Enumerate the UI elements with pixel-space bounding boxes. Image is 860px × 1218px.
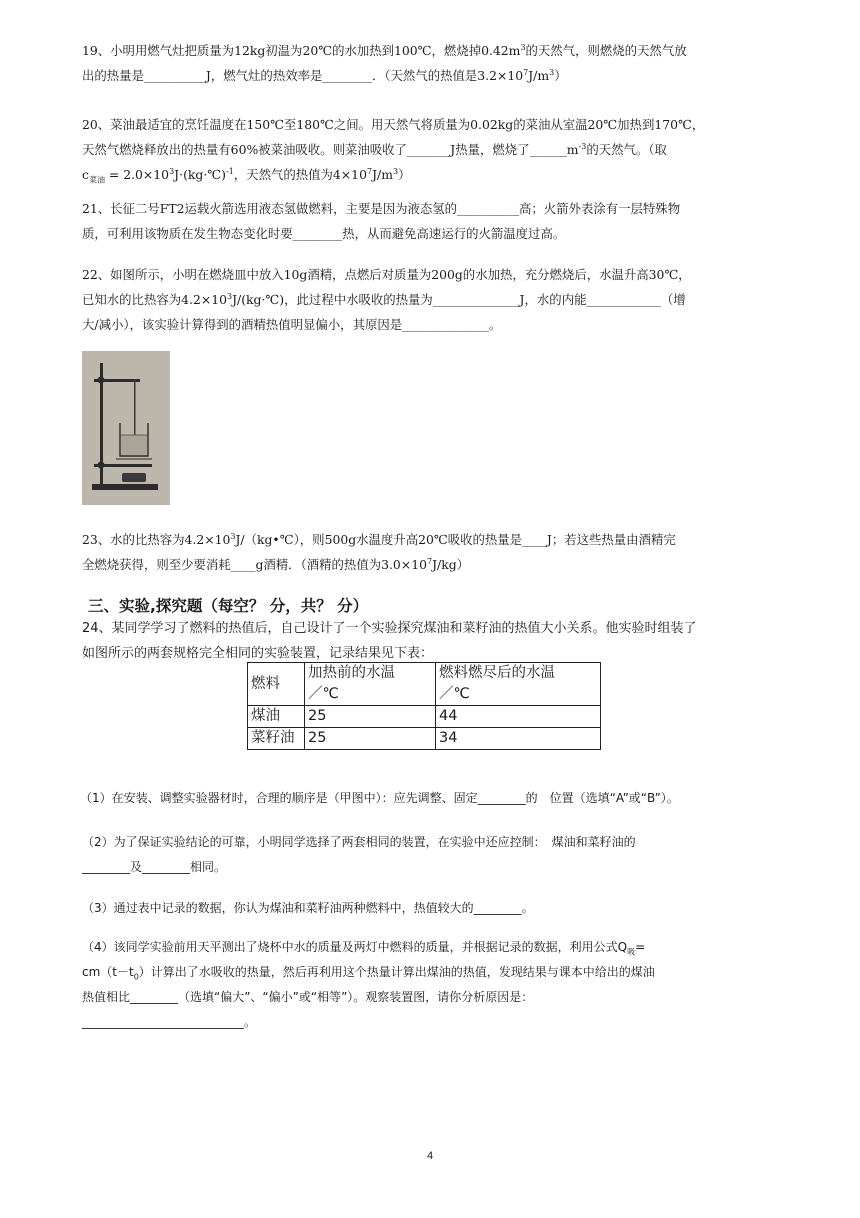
q24-line-2: 如图所示的两套规格完全相同的实验装置，记录结果见下表： — [82, 646, 434, 661]
page-number: 4 — [426, 1150, 434, 1162]
q21-line-1: 21、长征二号FT2运载火箭选用液态氢做燃料，主要是因为液态氢的__________高；火箭外表涂有一层特殊物 — [82, 201, 681, 216]
table-cell-after: 44 — [436, 706, 601, 728]
q24-part-3: （3）通过表中记录的数据，你认为煤油和菜籽油两种燃料中，热值较大的________。 — [82, 901, 534, 915]
q20-line-1: 20、菜油最适宜的烹饪温度在150℃至180℃之间。用天然气将质量为0.02kg的菜油从室温20℃加热到170℃， — [82, 117, 705, 132]
question-22 — [82, 262, 772, 337]
question-23 — [82, 527, 772, 577]
q24-part-2: （2）为了保证实验结论的可靠，小明同学选择了两套相同的装置，在实验中还应控制： 煤油和菜籽油的 ________及________相同。 — [82, 835, 636, 874]
q23-line-2: 全燃烧获得，则至少要消耗____g酒精．（酒精的热值为$3.0\times 10^7J/kg$） — [82, 556, 470, 572]
table-cell-before: 25 — [305, 706, 436, 728]
table-header-fuel: 燃料 — [248, 663, 305, 706]
table-header-row — [248, 663, 601, 706]
q19-line-2: 出的热量是__________J，燃气灶的热效率是________．（天然气的热值是$3.2\times 10^7J/m^3$） — [82, 67, 567, 83]
q21-line-2: 质，可利用该物质在发生物态变化时要________热，从而避免高速运行的火箭温度过高。 — [82, 226, 566, 241]
q24-line-1: 24、某同学学习了燃料的热值后，自己设计了一个实验探究煤油和菜籽油的热值大小关系。他实验时组装了 — [82, 621, 697, 636]
table-cell-fuel: 菜籽油 — [248, 728, 305, 750]
alcohol-burner-apparatus-icon — [82, 351, 170, 505]
table-row — [248, 728, 601, 750]
table-cell-fuel: 煤油 — [248, 706, 305, 728]
q24-part-1: （1）在安装、调整实验器材时，合理的顺序是（甲图中）：应先调整、固定________的 位置（选填“A”或“B”）。 — [80, 791, 679, 805]
question-21 — [82, 196, 772, 246]
q20-line-2: 天然气燃烧释放出的热量有60%被菜油吸收。则菜油吸收了_______J热量，燃烧了$\_\_\_\_\_\_m^{-3}$的天然气。（取 — [82, 141, 667, 157]
table-row — [248, 706, 601, 728]
q20-line-3: $c_{菜油}$ = $2.0\times 10^3J\cdot(kg\cdot℃)^{-1}$，天然气的热值为$4\times 10^7J/m^3$） — [82, 166, 411, 185]
question-24-intro — [82, 616, 772, 666]
table-header-after: 燃料燃尽后的水温 ／℃ — [436, 663, 601, 706]
table-cell-before: 25 — [305, 728, 436, 750]
question-19 — [82, 38, 772, 88]
table-cell-after: 34 — [436, 728, 601, 750]
q23-line-1: 23、水的比热容为$4.2\times 10^3J/(kg•℃)$，则500g水温度升高20℃吸收的热量是____J；若这些热量由酒精完 — [82, 531, 676, 547]
q22-line-3: 大/减小），该实验计算得到的酒精热值明显偏小，其原因是______________。 — [82, 317, 502, 332]
q22-line-2: 已知水的比热容为$4.2\times 10^3J/(kg\cdot℃)$，此过程中水吸收的热量为______________J，水的内能____________（增 — [82, 291, 686, 307]
q24-part-4: （4）该同学实验前用天平测出了烧杯中水的质量及两灯中燃料的质量，并根据记录的数据，利用公式$Q_吸=$ $cm(t-t_0)$计算出了水吸收的热量，然后再利用这个热量计算出煤油的热值，发现结果与课本中给出的煤油 热值相比________（选填“偏大”、“偏小”或“相等”）。观察装置图，请你分析原因是： ___________________________。 — [82, 940, 655, 1029]
q22-line-1: 22、如图所示，小明在燃烧皿中放入10g酒精，点燃后对质量为200g的水加热，充分燃烧后，水温升高30℃， — [82, 267, 691, 282]
question-20 — [82, 112, 772, 187]
results-table — [247, 662, 601, 750]
q19-line-1: 19、小明用燃气灶把质量为12kg初温为20℃的水加热到100℃，燃烧掉$0.42m^3$的天然气，则燃烧的天然气放 — [82, 42, 687, 58]
apparatus-figure — [82, 351, 170, 505]
table-header-before: 加热前的水温 ／℃ — [305, 663, 436, 706]
section-3-heading: 三、实验,探究题（每空？ 分，共？ 分） — [88, 597, 369, 615]
